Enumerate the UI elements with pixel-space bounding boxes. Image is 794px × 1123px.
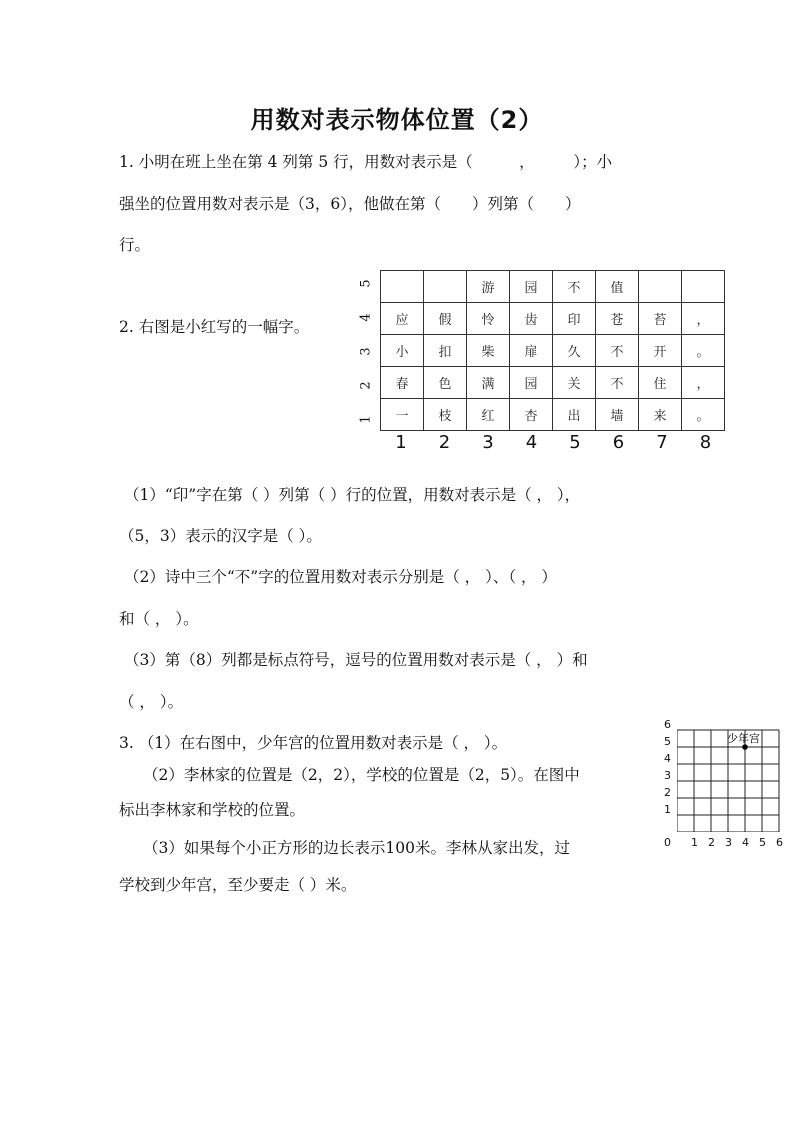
poem-cell: 枝 [424,399,467,431]
grid-y-label: 6 [664,718,671,731]
poem-cell [682,271,725,303]
poem-row-label: 1 [358,415,374,424]
coordinate-grid [677,724,781,832]
poem-row-label: 2 [358,381,374,390]
poem-cell: 关 [553,367,596,399]
grid-y-label: 1 [664,803,671,816]
q1-line2: 强坐的位置用数对表示是（3，6），他做在第（ ）列第（ ） [119,195,581,213]
poem-cell: ， [682,303,725,335]
poem-row-label: 3 [358,347,374,356]
poem-cell: 不 [596,335,639,367]
page-title: 用数对表示物体位置（2） [250,106,544,134]
poem-cell: 墙 [596,399,639,431]
poem-cell: 一 [381,399,424,431]
poem-row [381,271,725,303]
poem-col-label: 1 [395,432,407,453]
q3-line1: 3. （1）在右图中，少年宫的位置用数对表示是（ ， ）。 [119,734,508,752]
poem-cell: 不 [553,271,596,303]
grid-y-label: 3 [664,769,671,782]
poem-cell: 假 [424,303,467,335]
poem-cell: 柴 [467,335,510,367]
poem-cell: 红 [467,399,510,431]
poem-cell: 小 [381,335,424,367]
poem-cell: 扣 [424,335,467,367]
poem-col-label: 7 [656,432,668,453]
poem-col-label: 4 [525,432,538,453]
grid-y-label: 2 [664,786,671,799]
grid-x-label: 1 [691,836,698,849]
q3-line3: 标出李林家和学校的位置。 [119,801,306,819]
poem-cell: 春 [381,367,424,399]
palace-label: 少年宫 [727,732,760,745]
q2-sub3b: （ ， ）。 [119,693,184,711]
grid-x-label: 4 [742,836,749,849]
poem-cell: 住 [639,367,682,399]
poem-cell [381,271,424,303]
poem-row [381,303,725,335]
poem-cell: 久 [553,335,596,367]
poem-cell: 苍 [596,303,639,335]
poem-cell: 满 [467,367,510,399]
q2-sub3a: （3）第（8）列都是标点符号，逗号的位置用数对表示是（ ， ）和 [124,651,588,669]
poem-cell: 出 [553,399,596,431]
poem-cell: 印 [553,303,596,335]
q2-sub1b: （5，3）表示的汉字是（ ）。 [119,527,322,545]
poem-col-label: 2 [438,432,451,453]
q1-line3: 行。 [119,236,151,254]
poem-row-label: 5 [358,279,374,288]
poem-cell: 齿 [510,303,553,335]
q2-sub2a: （2）诗中三个“不”字的位置用数对表示分别是（ ， ）、（ ， ） [124,568,557,586]
q1-line1: 1. 小明在班上坐在第 4 列第 5 行，用数对表示是（ ， ）；小 [119,153,613,171]
poem-cell: 。 [682,399,725,431]
poem-col-label: 6 [612,432,625,453]
grid-x-label: 3 [725,836,732,849]
q2-sub2b: 和（ ， ）。 [119,610,199,628]
q3-line2: （2）李林家的位置是（2，2），学校的位置是（2，5）。在图中 [143,766,580,784]
poem-cell: 值 [596,271,639,303]
poem-cell: 园 [510,271,553,303]
poem-cell: 杏 [510,399,553,431]
poem-cell: 。 [682,335,725,367]
poem-cell: 来 [639,399,682,431]
grid-x-label: 2 [708,836,715,849]
poem-row-label: 4 [358,313,374,322]
poem-cell: 不 [596,367,639,399]
poem-cell [639,271,682,303]
poem-cell: 扉 [510,335,553,367]
poem-cell: 游 [467,271,510,303]
q2-intro: 2. 右图是小红写的一幅字。 [119,318,310,336]
poem-row [381,367,725,399]
poem-cell: 园 [510,367,553,399]
poem-cell: 色 [424,367,467,399]
poem-col-label: 5 [569,432,581,453]
q2-sub1a: （1）“印”字在第（ ）列第（ ）行的位置，用数对表示是（ ， ）， [124,486,581,504]
grid-x-label: 0 [664,836,671,849]
q3-line5: 学校到少年宫，至少要走（ ）米。 [119,876,357,894]
q3-line4: （3）如果每个小正方形的边长表示100米。李林从家出发，过 [143,839,570,857]
palace-point [742,744,748,750]
poem-col-label: 8 [699,432,712,453]
grid-x-label: 6 [776,836,783,849]
poem-row [381,399,725,431]
grid-y-label: 5 [664,735,671,748]
poem-cell [424,271,467,303]
poem-grid [380,270,725,431]
poem-cell: 应 [381,303,424,335]
poem-cell: 开 [639,335,682,367]
poem-cell: 苔 [639,303,682,335]
poem-cell: 怜 [467,303,510,335]
poem-cell: ， [682,367,725,399]
poem-row [381,335,725,367]
grid-y-label: 4 [664,752,671,765]
poem-col-label: 3 [482,432,494,453]
grid-x-label: 5 [759,836,766,849]
